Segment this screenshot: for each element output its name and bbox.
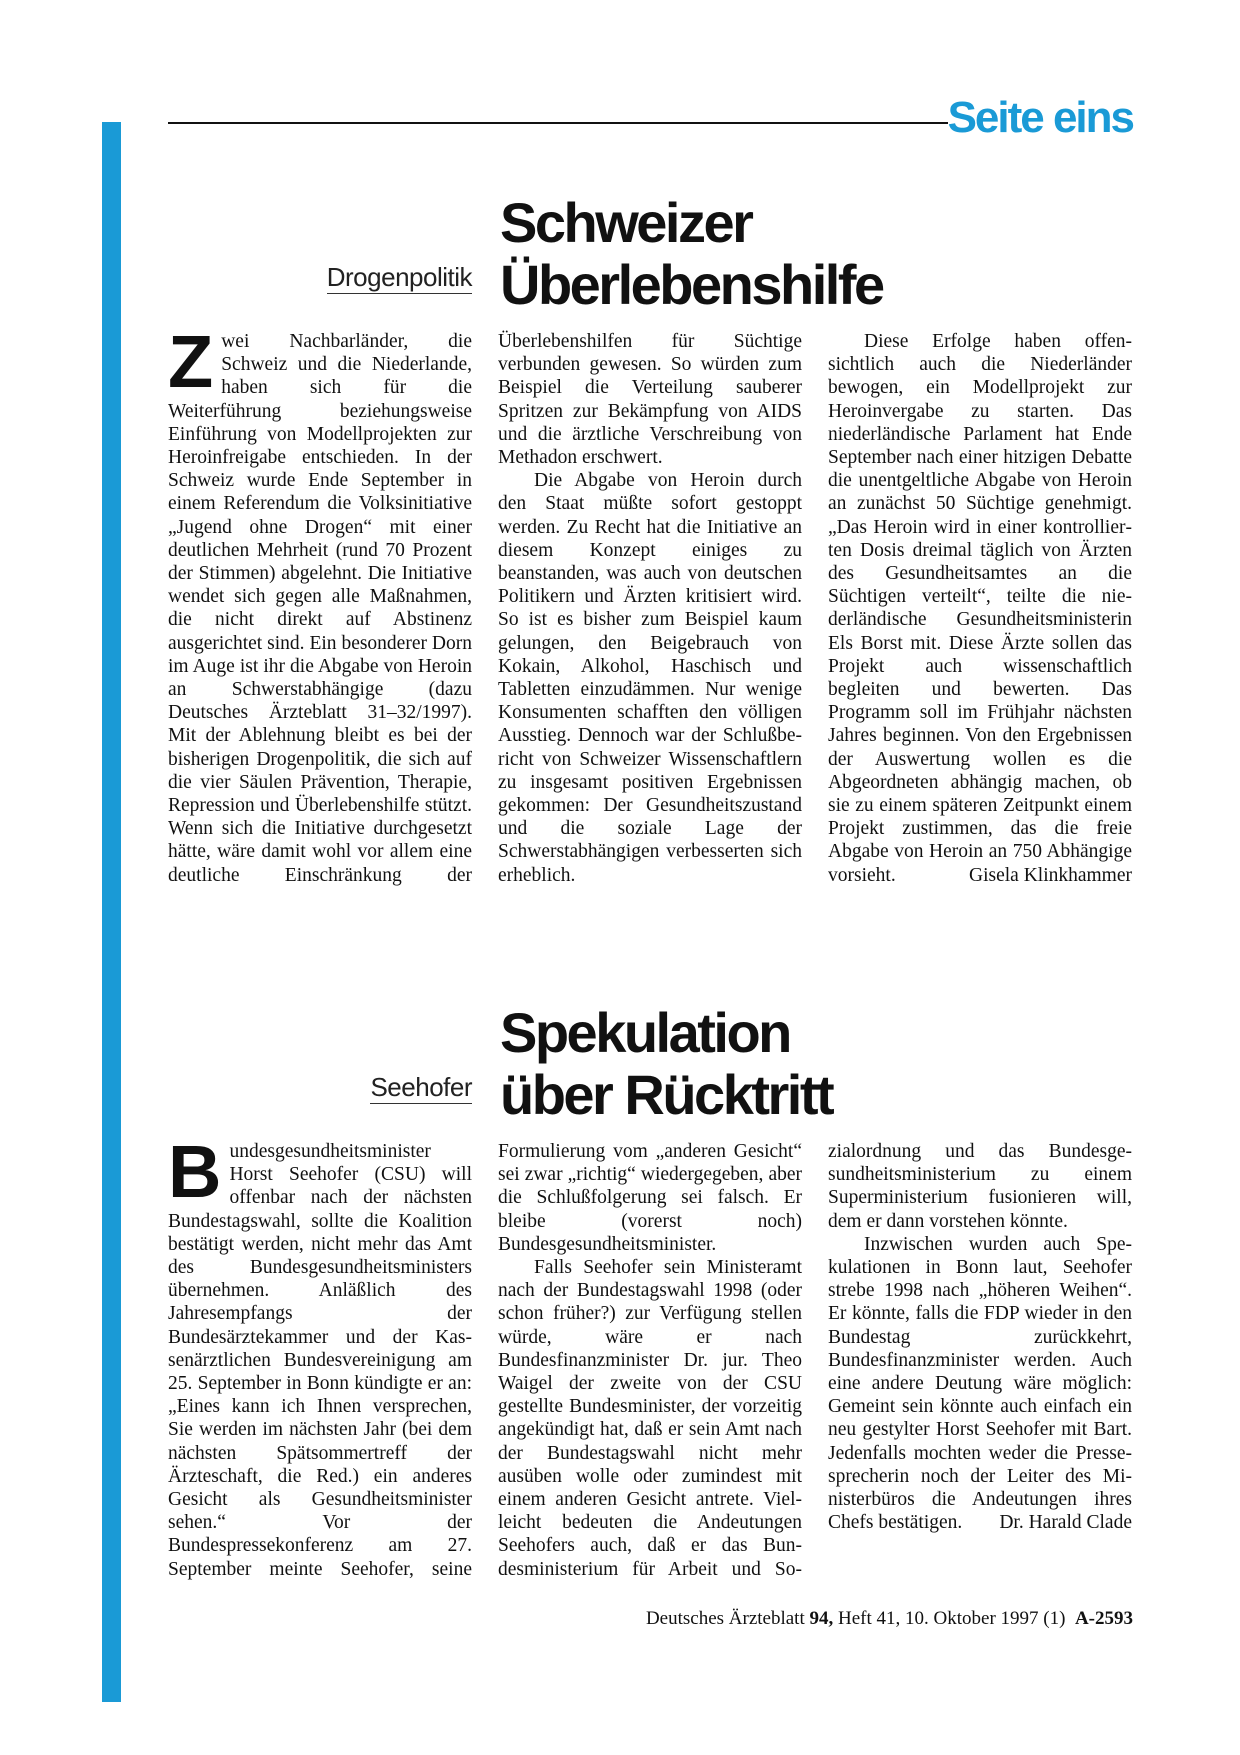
article1-headline <box>500 192 883 316</box>
article1-author: Gisela Klinkhammer <box>969 864 1132 886</box>
article2-headline-line1: Spekulation <box>500 1001 790 1064</box>
article1-paragraph-3 <box>828 330 1132 887</box>
article2-author: Dr. Harald Clade <box>999 1512 1132 1534</box>
article1-paragraph-2: Die Abgabe von Heroin durch den Staat müßte sofort gestoppt werden. Zu Recht hat die Initiative an diesem Konzept einiges zu beanstanden, was auch von deutschen Politikern und Ärzten kritisiert wird. So ist es bisher zum Beispiel kaum gelungen, den Beigebrauch von Kokain, Alkohol, Haschisch und Tabletten einzudämmen. Nur wenige Konsumenten schafften den völligen Ausstieg. Dennoch war der Schlußbericht von Schweizer Wissenschaftlern zu insgesamt positiven Ergebnissen gekommen: Der Gesundheitszustand und die soziale Lage der Schwerstabhängigen verbesserten sich erheblich. <box>498 470 802 886</box>
article1-body <box>168 320 1132 930</box>
page-footer <box>646 1608 1133 1630</box>
article2-dropcap: B <box>168 1130 222 1213</box>
article2-paragraph-3 <box>828 1233 1132 1535</box>
article1-dropcap: Z <box>168 320 214 403</box>
footer-volume: 94, <box>809 1608 834 1629</box>
article1-headline-line1: Schweizer <box>500 191 752 254</box>
footer-page-number: A-2593 <box>1074 1608 1133 1629</box>
article1-paragraph-1-text: wei Nachbarländer, die Schweiz und die Niederlande, haben sich für die Weiterführung beziehungsweise Einführung von Modellprojekten zur Heroinfreigabe entschieden. In der Schweiz wurde Ende September in einem Referendum die Volksinitiative „Jugend ohne Drogen“ mit einer deutlichen Mehrheit (rund 70 Prozent der Stimmen) abgelehnt. Die Initiative wendet sich gegen alle Maßnahmen, die nicht direkt auf Abstinenz ausgerichtet sind. Ein besonderer Dorn im Auge ist ihr die Abgabe von Heroin an Schwerstabhängige (dazu Deutsches Ärzteblatt 31–32/1997). Mit der Ablehnung bleibt es bei der bisherigen Drogenpolitik, die sich auf die vier Säulen Prävention, Therapie, Repression und Überlebenshilfe stützt. Wenn sich die Initiative durchgesetzt hätte, wäre damit wohl vor allem eine deutliche Einschränkung der Überlebenshilfen für Süchtige verbunden gewesen. So würden zum Beispiel die Verteilung sauberer Spritzen zur Bekämpfung von AIDS und die ärztliche Verschreibung von Methadon erschwert. <box>168 331 802 886</box>
section-title: Seite eins <box>947 93 1133 142</box>
header-rule <box>168 122 948 124</box>
article2-paragraph-1-text: undesgesundheitsminister Horst Seehofer (CSU) will offenbar nach der nächsten Bundestagswahl, sollte die Koalition bestätigt werden, nicht mehr das Amt des Bundesgesundheitsministers übernehmen. Anläßlich des Jahresempfangs der Bundesärztekammer und der Kassenärztlichen Bundesvereinigung am 25. September in Bonn kündigte er an: „Eines kann ich Ihnen versprechen, Sie werden im nächsten Jahr (bei dem nächsten Spätsommertreff der Ärzteschaft, die Red.) ein anderes Gesicht als Gesundheitsminister sehen.“ Vor der Bundespressekonferenz am 27. September meinte Seehofer, seine Formulierung vom „anderen Gesicht“ sei zwar „richtig“ wiedergegeben, aber die Schlußfolgerung sei falsch. Er bleibe (vorerst noch) Bundesgesundheitsminister. <box>168 1141 802 1580</box>
article2-kicker: Seehofer <box>370 1074 472 1104</box>
article1-headline-line2: Überlebenshilfe <box>500 253 883 316</box>
article2-paragraph-3-text: Inzwischen wurden auch Spekulationen in Bonn laut, Seehofer strebe 1998 nach „höheren Weihen“. Er könnte, falls die FDP wieder in den Bundestag zurückkehrt, Bundesfinanzminister werden. Auch eine andere Deutung wäre möglich: Gemeint sein könnte auch einfach ein neu gestylter Horst Seehofer mit Bart. Jedenfalls mochten weder die Pressesprecherin noch der Leiter des Ministerbüros die Andeutungen ihres Chefs bestätigen. <box>828 1233 1132 1534</box>
accent-sidebar-bar <box>102 122 121 1702</box>
article1-kicker: Drogenpolitik <box>327 264 472 294</box>
article1-paragraph-3-text: Diese Erfolge haben offensichtlich auch die Niederländer bewogen, ein Modellprojekt zur Heroinvergabe zu starten. Das niederländische Parlament hat Ende September nach einer hitzigen Debatte die unentgeltliche Abgabe von Heroin an zunächst 50 Süchtige genehmigt. „Das Heroin wird in einer kontrollierten Dosis dreimal täglich von Ärzten des Gesundheitsamtes an die Süchtigen verteilt“, teilte die niederländische Gesundheitsministerin Els Borst mit. Diese Ärzte sollen das Projekt auch wissenschaftlich begleiten und bewerten. Das Programm soll im Frühjahr nächsten Jahres beginnen. Von den Ergebnissen der Auswertung wollen es die Abgeordneten abhängig machen, ob sie zu einem späteren Zeitpunkt einem Projekt zustimmen, das die freie Abgabe von Heroin an 750 Abhängige vorsieht. <box>828 331 1132 886</box>
article2-paragraph-2: Falls Seehofer sein Ministeramt nach der Bundestagswahl 1998 (oder schon früher?) zur Verfügung stellen würde, wäre er nach Bundesfinanzminister Dr. jur. Theo Waigel der zweite von der CSU gestellte Bundesminister, der vorzeitig angekündigt hat, daß er sein Amt nach der Bundestagswahl nicht mehr ausüben wolle oder zumindest mit einem anderen Gesicht antrete. Vielleicht bedeuten die Andeutungen Seehofers auch, daß er das Bundesministerium für Arbeit und Sozialordnung und das Bundesgesundheitsministerium zu einem Superministerium fusionieren will, dem er dann vorstehen könnte. <box>498 1141 1132 1580</box>
footer-issue: Heft 41, 10. Oktober 1997 (1) <box>838 1608 1066 1629</box>
footer-journal: Deutsches Ärzteblatt <box>645 1608 805 1629</box>
article2-headline <box>500 1002 832 1126</box>
article2-body <box>168 1130 1132 1590</box>
article2-headline-line2: über Rücktritt <box>500 1063 833 1126</box>
